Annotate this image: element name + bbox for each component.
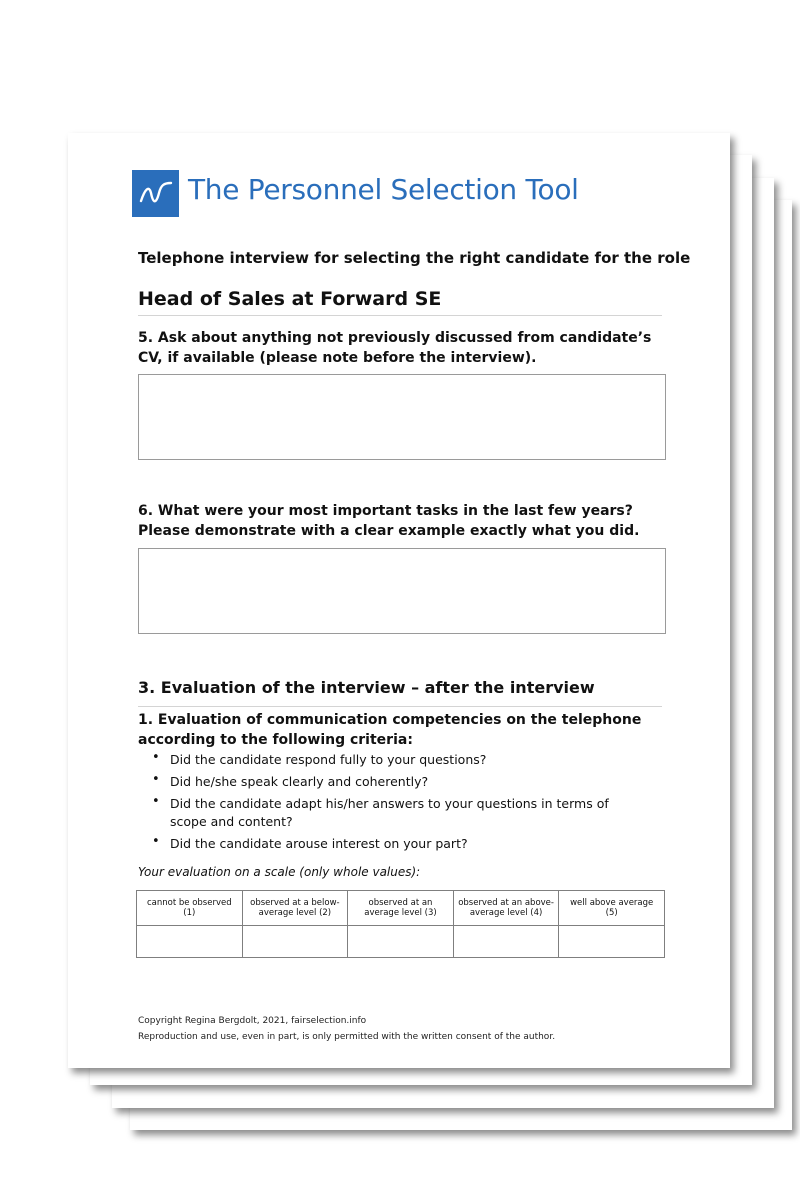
scale-header-4: observed at an above-average level (4): [453, 891, 559, 926]
document-intro: Telephone interview for selecting the right candidate for the role: [138, 249, 691, 267]
criterion-text: Did he/she speak clearly and coherently?: [170, 774, 429, 789]
criterion-text: Did the candidate arouse interest on your part?: [170, 836, 468, 851]
bullet-icon: •: [152, 794, 160, 809]
reproduction-notice: Reproduction and use, even in part, is only permitted with the written consent of the author.: [138, 1032, 556, 1042]
criterion-text: Did the candidate respond fully to your questions?: [170, 752, 487, 767]
scale-header-3: observed at an average level (3): [348, 891, 454, 926]
copyright-footer: [138, 1013, 555, 1045]
rating-cell-1[interactable]: [137, 926, 243, 958]
rating-cell-4[interactable]: [453, 926, 559, 958]
rating-scale-table: [136, 890, 665, 958]
criterion-text: Did the candidate adapt his/her answers to your questions in terms of scope and content?: [170, 796, 609, 829]
list-item: [152, 773, 622, 791]
bullet-icon: •: [152, 750, 160, 765]
list-item: [152, 751, 622, 769]
rating-cell-3[interactable]: [348, 926, 454, 958]
signature-wave-icon: [132, 170, 179, 217]
bullet-icon: •: [152, 834, 160, 849]
document-page: [68, 133, 730, 1068]
criteria-list: [152, 751, 622, 857]
scale-header-5: well above average (5): [559, 891, 665, 926]
list-item: [152, 795, 622, 831]
rating-cell-2[interactable]: [242, 926, 348, 958]
question-6: 6. What were your most important tasks in the last few years? Please demonstrate with a clear example exactly what you did.: [138, 503, 640, 539]
rating-cell-5[interactable]: [559, 926, 665, 958]
section-heading-evaluation: 3. Evaluation of the interview – after the interview: [138, 678, 595, 697]
scale-header-2: observed at a below-average level (2): [242, 891, 348, 926]
bullet-icon: •: [152, 772, 160, 787]
question-5: 5. Ask about anything not previously discussed from candidate’s CV, if available (please note before the interview).: [138, 330, 652, 366]
brand-name: The Personnel Selection Tool: [188, 173, 579, 206]
answer-field-question-5[interactable]: [138, 374, 666, 460]
list-item: [152, 835, 622, 853]
evaluation-question-1: 1. Evaluation of communication competencies on the telephone according to the following criteria:: [138, 712, 642, 748]
divider: [138, 706, 662, 707]
answer-field-question-6[interactable]: [138, 548, 666, 634]
table-row: [137, 926, 665, 958]
scale-note: Your evaluation on a scale (only whole values):: [138, 865, 421, 879]
copyright-line: Copyright Regina Bergdolt, 2021, fairselection.info: [138, 1016, 367, 1026]
scale-header-1: cannot be observed (1): [137, 891, 243, 926]
role-title: Head of Sales at Forward SE: [138, 288, 442, 310]
table-header-row: [137, 891, 665, 926]
divider: [138, 315, 662, 316]
